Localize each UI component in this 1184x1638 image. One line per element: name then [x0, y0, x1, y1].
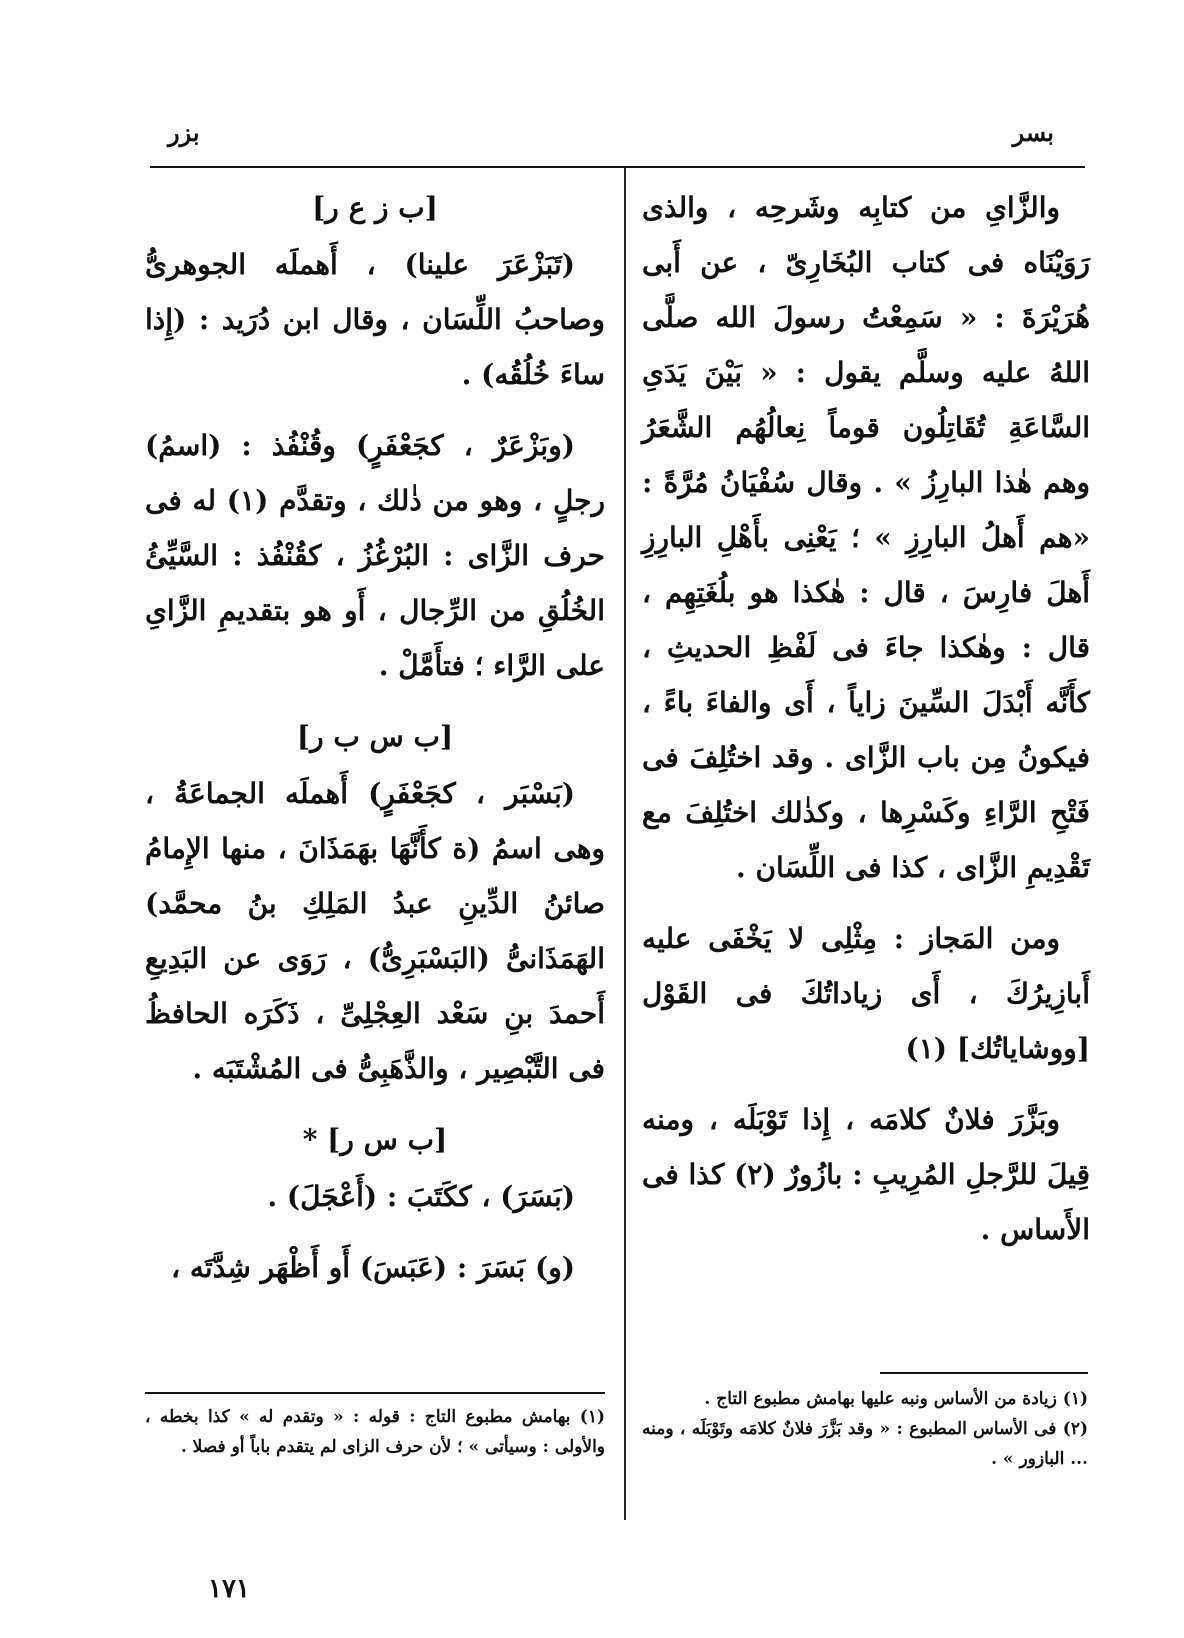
paragraph: (وبَزْعَرٌ ، كجَعْفَرٍ) وقُنْفُذ : (اسمُ) رجلٍ ، وهو من ذٰلك ، وتقدَّم (١) له فى حرف الزَّاى : البُرْغُزُ ، كقُنْفُذ : السَّيِّئُ الخُلُقِ من الرِّجال ، أَو هو بتقديمِ الزَّاىِ على الرَّاء ؛ فتأَمَّلْ .: [145, 429, 605, 682]
paragraph: (و) بَسَرَ : (عَبَسَ) أَو أَظْهَر شِدَّتَه ،: [171, 1251, 575, 1284]
left-column: [145, 180, 605, 1311]
footnote: (٢) فى الأساس المطبوع : « وقد بَزَّرَ فلانٌ كلامَه وتَوْبَلَه ، ومنه ... البازور » .: [642, 1419, 1088, 1469]
running-header-left: بزر: [168, 118, 200, 147]
header-rule: [150, 166, 1085, 168]
paragraph: ومن المَجاز : مِثْلِى لا يَخْفَى عليه أَبازِيرُكَ ، أَى زياداتُكَ فى القَوْل [ووشاياتُك] (١): [642, 922, 1090, 1065]
paragraph: وبَزَّرَ فلانٌ كلامَه ، إِذا تَوْبَلَه ، ومنه قِيلَ للرَّجلِ المُرِيبِ : بازُورٌ (٢) كذا فى الأَساس .: [642, 1103, 1091, 1246]
entry-heading: [ب ز ع ر]: [312, 191, 438, 224]
running-header-right: بسر: [1012, 118, 1054, 147]
footnote-rule: [880, 1372, 1088, 1374]
footnotes-left: [145, 1402, 605, 1462]
footnote: (١) زيادة من الأساس ونبه عليها بهامش مطبوع التاج .: [704, 1389, 1088, 1409]
column-divider: [624, 168, 626, 1520]
paragraph: والزَّاىِ من كتابِه وشَرحِه ، والذى رَوَيْنَاه فى كتاب البُخَارِىّ ، عن أَبى هُرَيْرَةَ : « سَمِعْتُ رسولَ الله صلَّى اللهُ عليه وسلَّم يقول : « بَيْنَ يَدَىِ السَّاعَةِ تُقَاتِلُون قوماً نِعالُهُم الشَّعَرُ وهم هٰذا البارِزُ » . وقال سُفْيَانُ مُرَّةً : «هم أَهلُ البارِزِ » ؛ يَعْنِى بأَهْلِ البارِزِ أَهلَ فارِسَ ، قال : هٰكذا هو بلُغَتِهِم ، قال : وهٰكذا جاءَ فى لَفْظِ الحديثِ ، كأَنَّه أَبْدَلَ السِّينَ زاياً ، أَى والفاءَ باءً ، فيكونُ مِن باب الزَّاى . وقد اختُلِفَ فى فَتْحِ الرَّاءِ وكَسْرِها ، وكذٰلك اختُلِفَ مع تَقْدِيمِ الزَّاى ، كذا فى اللِّسَان .: [642, 191, 1090, 884]
entry-heading: [ب س ب ر]: [296, 720, 454, 753]
paragraph: (بَسْبَر ، كجَعْفَرٍ) أَهملَه الجماعَةُ ، وهى اسمُ (ة كأَنَّهَا بهَمَذَانَ ، منها الإِمامُ صائنُ الدِّينِ عبدُ المَلِكِ بنُ محمَّد) الهَمَذَانىُّ (البَسْبَرِىُّ) ، رَوَى عن البَدِيعِ أَحمدَ بنِ سَعْد العِجْلِىِّ ، ذَكَرَه الحافظُ فى التَّبْصِير ، والذَّهَبِىُّ فى المُشْتَبَه .: [145, 777, 605, 1085]
paragraph: (بَسَرَ) ، ككَتَبَ : (أَعْجَلَ) .: [267, 1180, 575, 1213]
entry-heading: [ب س ر] *: [302, 1123, 448, 1156]
footnote-rule: [145, 1392, 605, 1394]
footnotes-right: [642, 1384, 1088, 1474]
page-number: ١٧١: [208, 1574, 250, 1604]
paragraph: (تَبَزْعَرَ علينا) ، أَهملَه الجوهرىُّ وصاحبُ اللِّسَان ، وقال ابن دُرَيد : (إِذا ساءَ خُلُقُه) .: [145, 248, 605, 391]
right-column: [642, 180, 1090, 1273]
footnote: (١) بهامش مطبوع التاج : قوله : « وتقدم له » كذا بخطه ، والأولى : وسيأتى » ؛ لأن حرف الزاى لم يتقدم باباً أو فصلا .: [145, 1407, 605, 1457]
